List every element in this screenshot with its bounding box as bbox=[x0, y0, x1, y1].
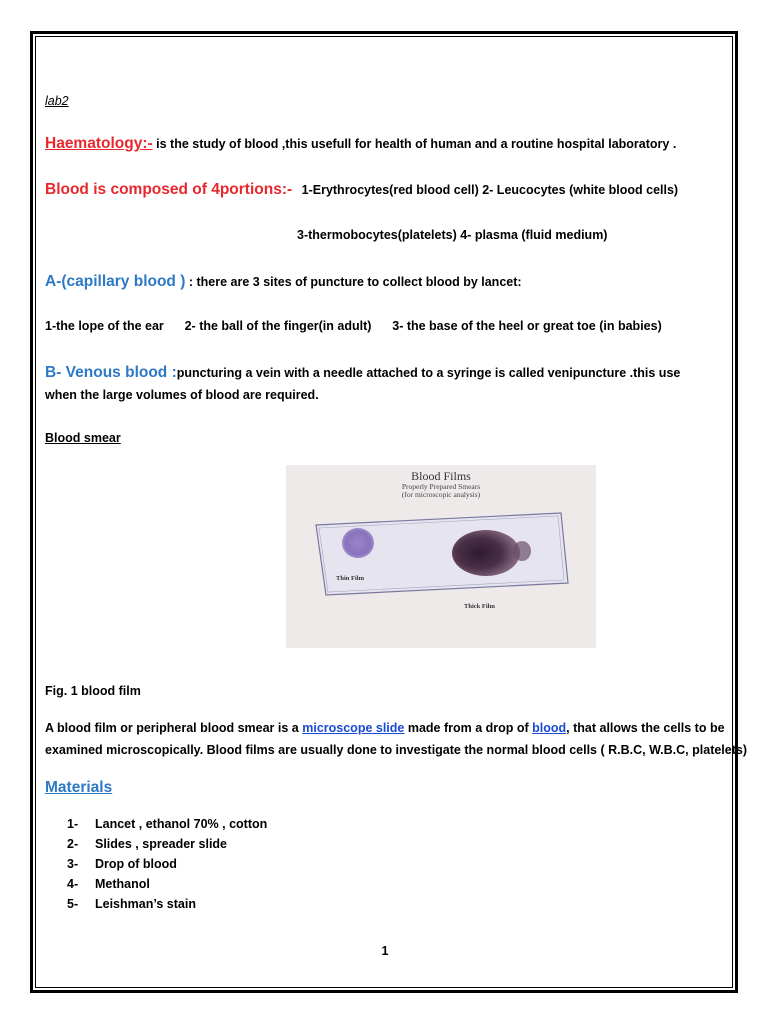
capillary-text: : there are 3 sites of puncture to collect blood by lancet: bbox=[185, 275, 522, 289]
materials-list bbox=[67, 814, 267, 914]
para-text-c: , that allows the cells to be bbox=[566, 721, 725, 735]
venous-heading: B- Venous blood : bbox=[45, 364, 177, 381]
microscope-slide-graphic bbox=[286, 465, 596, 648]
venous-line bbox=[45, 364, 680, 382]
blood-composition-text-1: 1-Erythrocytes(red blood cell) 2- Leucocytes (white blood cells) bbox=[301, 183, 679, 197]
venous-text-2: when the large volumes of blood are required. bbox=[45, 388, 319, 402]
blood-composition-text-2: 3-thermobocytes(platelets) 4- plasma (fluid medium) bbox=[297, 228, 608, 242]
figure-caption: Fig. 1 blood film bbox=[45, 684, 141, 698]
haematology-text: is the study of blood ,this usefull for health of human and a routine hospital laboratory . bbox=[152, 137, 677, 151]
list-item bbox=[67, 814, 267, 834]
para-text-b: made from a drop of bbox=[404, 721, 533, 735]
list-item-number: 3- bbox=[67, 857, 79, 871]
para-text-a: A blood film or peripheral blood smear is a bbox=[45, 721, 303, 735]
blood-composition-heading: Blood is composed of 4portions:- bbox=[45, 181, 293, 198]
list-item-text: Methanol bbox=[95, 877, 150, 891]
blood-film-figure bbox=[286, 465, 596, 648]
haematology-heading: Haematology:- bbox=[45, 135, 153, 152]
haematology-line bbox=[45, 135, 676, 153]
venous-text-1: puncturing a vein with a needle attached to a syringe is called venipuncture .this use bbox=[176, 366, 681, 380]
figure-subtitle-line-2: (for microscopic analysis) bbox=[401, 490, 481, 499]
list-item bbox=[67, 874, 267, 894]
list-item-text: Drop of blood bbox=[95, 857, 177, 871]
document-page bbox=[45, 0, 748, 1024]
blood-link[interactable]: blood bbox=[532, 721, 567, 735]
blood-smear-heading: Blood smear bbox=[45, 431, 121, 445]
blood-film-paragraph-line-1 bbox=[45, 721, 725, 735]
page-number: 1 bbox=[381, 944, 389, 958]
list-item-text: Slides , spreader slide bbox=[95, 837, 228, 851]
list-item bbox=[67, 894, 267, 914]
thick-film-smear bbox=[452, 530, 520, 576]
list-item bbox=[67, 854, 267, 874]
list-item-number: 2- bbox=[67, 837, 79, 851]
materials-heading: Materials bbox=[45, 779, 113, 796]
list-item-number: 1- bbox=[67, 817, 79, 831]
figure-subtitle-line-1: Properly Prepared Smears bbox=[401, 482, 481, 491]
list-item-number: 4- bbox=[67, 877, 79, 891]
blood-film-paragraph-line-2: examined microscopically. Blood films are usually done to investigate the normal blood cells ( R.B.C, W.B.C, platelets) bbox=[45, 743, 748, 757]
capillary-heading: A-(capillary blood ) bbox=[45, 273, 186, 290]
thin-film-smear bbox=[342, 528, 374, 558]
lab-title: lab2 bbox=[45, 94, 69, 108]
capillary-line bbox=[45, 273, 522, 291]
list-item-number: 5- bbox=[67, 897, 79, 911]
list-item-text: Leishman’s stain bbox=[95, 897, 196, 911]
blood-composition-line bbox=[45, 181, 678, 199]
puncture-sites: 1-the lope of the ear 2- the ball of the finger(in adult) 3- the base of the heel or great toe (in babies) bbox=[45, 319, 662, 333]
microscope-slide-link[interactable]: microscope slide bbox=[302, 721, 405, 735]
figure-title: Blood Films bbox=[411, 469, 471, 483]
thin-film-label: Thin Film bbox=[336, 575, 364, 582]
list-item bbox=[67, 834, 267, 854]
list-item-text: Lancet , ethanol 70% , cotton bbox=[95, 817, 268, 831]
thick-film-label: Thick Film bbox=[464, 603, 495, 610]
